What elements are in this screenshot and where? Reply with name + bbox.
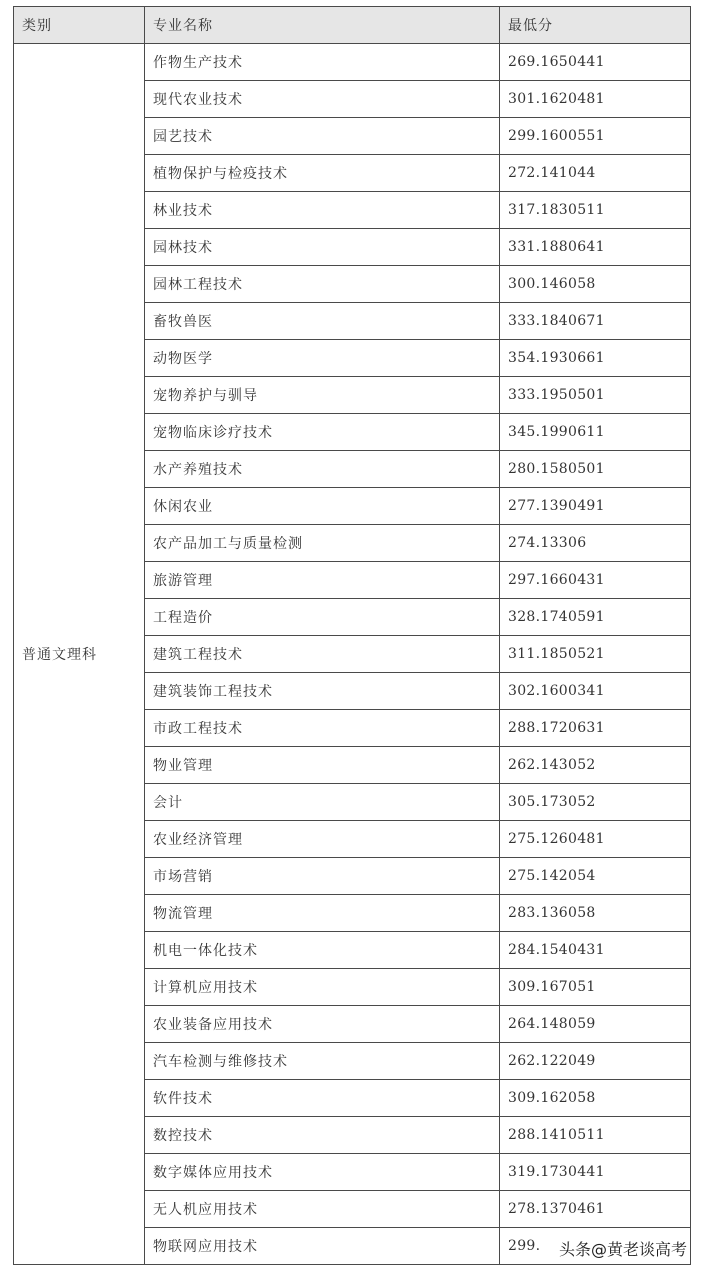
major-name-cell: 林业技术 bbox=[145, 192, 500, 229]
min-score-cell: 297.1660431 bbox=[500, 562, 691, 599]
min-score-cell: 274.13306 bbox=[500, 525, 691, 562]
min-score-cell: 262.143052 bbox=[500, 747, 691, 784]
major-name-cell: 市政工程技术 bbox=[145, 710, 500, 747]
min-score-cell: 262.122049 bbox=[500, 1043, 691, 1080]
watermark: 头条@黄老谈高考 bbox=[557, 1237, 689, 1260]
major-name-cell: 农业装备应用技术 bbox=[145, 1006, 500, 1043]
min-score-cell: 301.1620481 bbox=[500, 81, 691, 118]
major-name-cell: 汽车检测与维修技术 bbox=[145, 1043, 500, 1080]
major-name-cell: 动物医学 bbox=[145, 340, 500, 377]
min-score-cell: 345.1990611 bbox=[500, 414, 691, 451]
major-name-cell: 建筑工程技术 bbox=[145, 636, 500, 673]
min-score-cell: 302.1600341 bbox=[500, 673, 691, 710]
category-cell: 普通文理科 bbox=[14, 44, 145, 1265]
min-score-cell: 300.146058 bbox=[500, 266, 691, 303]
major-name-cell: 市场营销 bbox=[145, 858, 500, 895]
table-row bbox=[14, 44, 691, 81]
major-name-cell: 园艺技术 bbox=[145, 118, 500, 155]
min-score-cell: 288.1720631 bbox=[500, 710, 691, 747]
min-score-cell: 269.1650441 bbox=[500, 44, 691, 81]
major-name-cell: 物流管理 bbox=[145, 895, 500, 932]
major-name-cell: 水产养殖技术 bbox=[145, 451, 500, 488]
min-score-cell: 333.1950501 bbox=[500, 377, 691, 414]
major-name-cell: 园林技术 bbox=[145, 229, 500, 266]
major-name-cell: 宠物临床诊疗技术 bbox=[145, 414, 500, 451]
min-score-cell: 333.1840671 bbox=[500, 303, 691, 340]
min-score-cell: 305.173052 bbox=[500, 784, 691, 821]
min-score-cell: 317.1830511 bbox=[500, 192, 691, 229]
header-row bbox=[14, 7, 691, 44]
min-score-cell: 280.1580501 bbox=[500, 451, 691, 488]
major-name-cell: 农产品加工与质量检测 bbox=[145, 525, 500, 562]
major-name-cell: 软件技术 bbox=[145, 1080, 500, 1117]
major-name-cell: 宠物养护与驯导 bbox=[145, 377, 500, 414]
min-score-cell: 264.148059 bbox=[500, 1006, 691, 1043]
major-name-cell: 计算机应用技术 bbox=[145, 969, 500, 1006]
min-score-cell: 354.1930661 bbox=[500, 340, 691, 377]
major-name-cell: 物业管理 bbox=[145, 747, 500, 784]
min-score-cell: 319.1730441 bbox=[500, 1154, 691, 1191]
major-name-cell: 园林工程技术 bbox=[145, 266, 500, 303]
major-name-cell: 机电一体化技术 bbox=[145, 932, 500, 969]
major-name-cell: 畜牧兽医 bbox=[145, 303, 500, 340]
min-score-cell: 309.167051 bbox=[500, 969, 691, 1006]
min-score-cell: 309.162058 bbox=[500, 1080, 691, 1117]
header-min-score: 最低分 bbox=[500, 7, 691, 44]
major-name-cell: 工程造价 bbox=[145, 599, 500, 636]
table-body bbox=[14, 44, 691, 1265]
major-name-cell: 物联网应用技术 bbox=[145, 1228, 500, 1265]
min-score-cell: 299. bbox=[500, 1228, 691, 1265]
major-name-cell: 会计 bbox=[145, 784, 500, 821]
min-score-cell: 277.1390491 bbox=[500, 488, 691, 525]
header-major-name: 专业名称 bbox=[145, 7, 500, 44]
major-name-cell: 旅游管理 bbox=[145, 562, 500, 599]
major-name-cell: 休闲农业 bbox=[145, 488, 500, 525]
min-score-cell: 275.142054 bbox=[500, 858, 691, 895]
major-name-cell: 现代农业技术 bbox=[145, 81, 500, 118]
major-name-cell: 建筑装饰工程技术 bbox=[145, 673, 500, 710]
min-score-cell: 331.1880641 bbox=[500, 229, 691, 266]
major-name-cell: 数字媒体应用技术 bbox=[145, 1154, 500, 1191]
major-name-cell: 数控技术 bbox=[145, 1117, 500, 1154]
min-score-cell: 272.141044 bbox=[500, 155, 691, 192]
min-score-cell: 328.1740591 bbox=[500, 599, 691, 636]
major-name-cell: 农业经济管理 bbox=[145, 821, 500, 858]
header-category: 类别 bbox=[14, 7, 145, 44]
min-score-cell: 278.1370461 bbox=[500, 1191, 691, 1228]
major-name-cell: 无人机应用技术 bbox=[145, 1191, 500, 1228]
major-name-cell: 植物保护与检疫技术 bbox=[145, 155, 500, 192]
min-score-cell: 311.1850521 bbox=[500, 636, 691, 673]
score-table bbox=[13, 6, 691, 1265]
min-score-cell: 283.136058 bbox=[500, 895, 691, 932]
major-name-cell: 作物生产技术 bbox=[145, 44, 500, 81]
min-score-cell: 299.1600551 bbox=[500, 118, 691, 155]
min-score-cell: 275.1260481 bbox=[500, 821, 691, 858]
min-score-cell: 288.1410511 bbox=[500, 1117, 691, 1154]
min-score-cell: 284.1540431 bbox=[500, 932, 691, 969]
